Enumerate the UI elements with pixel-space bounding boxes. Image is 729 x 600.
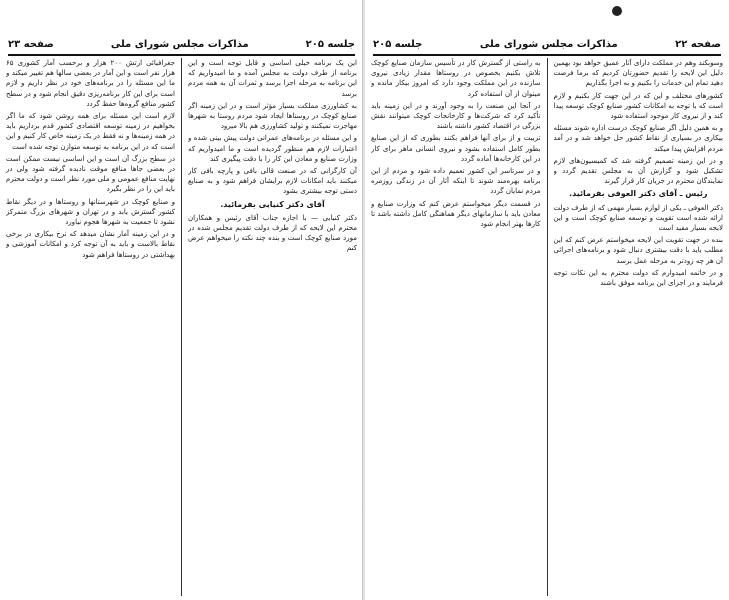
paragraph: و این مسئله در برنامه‌های عمرانی دولت پیش بینی شده و اعتبارات لازم هم منظور گردیده است و ما امیدواریم که وزارت صنایع و معادن این کار را با دقت پیگیری کند — [188, 134, 357, 163]
paragraph: کشور‌های مختلف و این که در این جهت کار بکنیم و لازم است که با توجه به امکانات کشور صنایع کوچک توسعه پیدا کند و از نیروی کار موجود استفاده شود — [553, 91, 723, 121]
left-page — [0, 0, 364, 600]
left-page-column-right — [188, 58, 357, 596]
paragraph: و در سرتاسر این کشور تعمیم داده شود و مردم از این برنامه بهره‌مند شوند تا اینکه آثار آن در زندگی روزمره مردم نمایان گردد — [371, 167, 541, 196]
paragraph: در قسمت دیگر میخواستم عرض کنم که وزارت صنایع و معادن باید با سازمانهای دیگر هماهنگی کامل داشته باشد تا کارها بهتر انجام شود — [371, 199, 541, 229]
speaker-intro: رئیس ـ آقای دکتر العوفی بفرمائید. — [569, 189, 708, 199]
paragraph: و صنایع کوچک در شهرستانها و روستاها و در دیگر نقاط کشور گسترش یابد و در تهران و شهرهای بزرگ متمرکز نشود تا جمعیت به شهرها هجوم نیاورد — [6, 197, 175, 227]
left-page-columns — [6, 58, 357, 596]
paragraph: و در خاتمه امیدوارم که دولت محترم به این نکات توجه فرمایند و در اجرای این برنامه موفق باشند — [553, 268, 723, 288]
column-divider — [547, 58, 548, 596]
right-page-column-right — [554, 58, 724, 596]
paragraph: این یک برنامه خیلی اساسی و قابل توجه است و این برنامه از طرف دولت به مجلس آمده و ما امیدواریم که این برنامه به مرحله اجرا برسد و ثمرات آن به همه مردم برسد — [188, 59, 357, 98]
right-page-session: جلسه ۲۰۵ — [373, 38, 423, 50]
right-page-title: مذاکرات مجلس شورای ملی — [479, 38, 618, 50]
paragraph: در آنجا این صنعت را به وجود آورند و در این زمینه باید تأکید کرد که شرکت‌ها و کارخانجات کوچک میتوانند نقش بزرگی در اقتصاد کشور داشته باشند — [371, 101, 541, 131]
ink-dot-icon — [612, 6, 622, 16]
paragraph: آن کارگرانی که در صنعت قالی بافی و پارچه بافی کار میکنند باید امکانات لازم برایشان فراهم شود و به صنایع دستی توجه بیشتری بشود — [188, 167, 357, 196]
paragraph: وسوبکند وهم در مملکت دارای آثار عمیق خواهد بود بهمین دلیل این لایحه را تقدیم حضورتان کردیم که برما فرصت دهید تمام این خدمات را بکنیم و به اجرا بگذاریم — [553, 59, 723, 88]
left-page-title: مذاکرات مجلس شورای ملی — [110, 38, 249, 50]
left-page-header — [8, 36, 355, 56]
paragraph: و در این زمینه تصمیم گرفته شد که کمیسیون‌های لازم تشکیل شود و گزارش آن به مجلس تقدیم گردد و نمایندگان محترم در جریان کار قرار گیرند — [553, 156, 723, 186]
right-page-number: صفحه ۲۲ — [675, 38, 721, 50]
left-page-column-left — [6, 58, 175, 596]
paragraph: به کشاورزی مملکت بسیار مؤثر است و در این زمینه اگر صنایع کوچک در روستاها ایجاد شود مردم روستا به شهرها مهاجرت نمیکنند و تولید کشاورزی هم بالا میرود — [188, 101, 357, 131]
paragraph: لازم است این مسئله برای همه روشن شود که ما اگر بخواهیم در زمینه توسعه اقتصادی کشور قدم برداریم باید در همه زمینه‌ها و نه فقط در یک زمینه خاص کار کنیم و این است که در این برنامه به توسعه متوازن توجه شده است — [6, 112, 175, 151]
right-page-column-left — [371, 58, 541, 596]
paragraph: و به همین دلیل اگر صنایع کوچک درست اداره شوند مسئله بیکاری در بسیاری از نقاط کشور حل خواهد شد و در آمد مردم افزایش پیدا میکند — [553, 124, 723, 153]
paragraph: به راستی از گسترش کار در تأسیس سازمان صنایع کوچک تلاش بکنیم بخصوص در روستاها مقدار زیادی نیروی سازنده در این مملکت وجود دارد که امروز بیکار مانده و میتوان از آن استفاده کرد — [371, 59, 541, 98]
right-page-header — [373, 36, 721, 56]
right-page — [365, 0, 729, 600]
paragraph: دکتر العوفی ـ یکی از لوازم بسیار مهمی که از طرف دولت ارائه شده است تقویت و توسعه صنایع کوچک است و این لایحه بسیار مفید است — [553, 203, 723, 233]
left-page-session: جلسه ۲۰۵ — [305, 38, 355, 50]
column-divider — [181, 58, 182, 596]
paragraph: تربیت و از برای آنها فراهم بکنند بطوری که از این صنایع بطور کامل استفاده بشود و نیروی انسانی ماهر برای کار در این کارخانه‌ها آماده گردد — [371, 134, 541, 163]
speaker-heading: آقای دکتر کنیایی بفرمائید. — [220, 199, 325, 209]
paragraph: جغرافیائی ارتش ۲۰۰ هزار و برحسب آمار کشوری ۶۵ هزار نفر است و این آمار در بعضی سالها هم تغییر میکند و ما این مسئله را در برنامه‌های خود در نظر داریم و لازم است برای این کار برنامه‌ریزی دقیق انجام شود و در سطح کشور منافع گروه‌ها حفظ گردد — [6, 59, 175, 108]
paragraph: دکتر کنیایی — با اجازه جناب آقای رئیس و همکاران محترم این لایحه که از طرف دولت تقدیم مجلس شده در مورد صنایع کوچک است و بنده چند نکته را میخواهم عرض کنم — [188, 213, 357, 253]
paragraph: و در این زمینه آمار نشان میدهد که نرخ بیکاری در برخی نقاط بالاست و باید به آن توجه کرد و امکانات آموزشی و بهداشتی در روستاها فراهم شود — [6, 230, 175, 259]
left-page-number: صفحه ۲۳ — [8, 38, 54, 50]
paragraph: در سطح بزرگ آن است و این اساسی نیست ممکن است در بعضی جاها منافع موقت نادیده گرفته شود ولی در نهایت منافع عمومی و ملی مورد نظر است و دولت محترم باید این را در نظر بگیرد — [6, 154, 175, 194]
right-page-columns — [371, 58, 723, 596]
paragraph: بنده در جهت تقویت این لایحه میخواستم عرض کنم که این مطلب باید با دقت بیشتری دنبال شود و برنامه‌های اجرائی آن هر چه زودتر به مرحله عمل برسد — [553, 236, 723, 265]
